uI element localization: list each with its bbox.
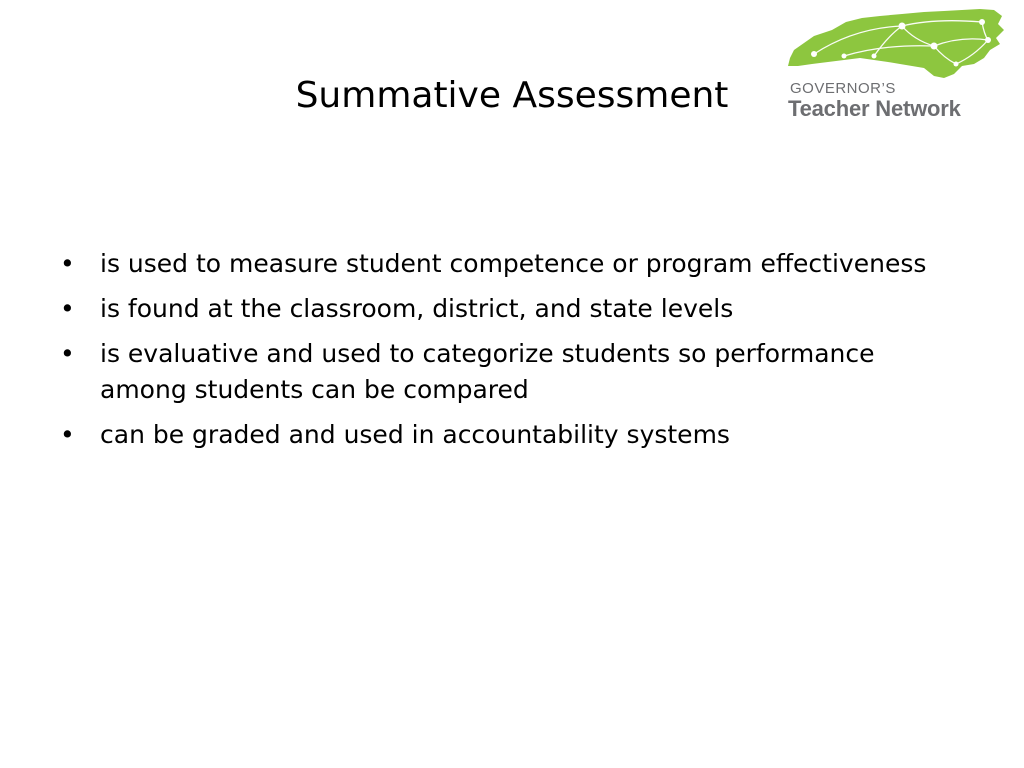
logo-teacher-network-text: Teacher Network [788, 96, 961, 121]
north-carolina-map-icon [784, 6, 1008, 84]
bullet-text: can be graded and used in accountability systems [100, 420, 730, 449]
bullet-icon: • [60, 420, 75, 449]
slide-title: Summative Assessment [295, 75, 729, 116]
bullet-item [60, 246, 960, 282]
bullet-text: is evaluative and used to categorize students so performance among students can be compared [100, 339, 875, 404]
bullet-list [60, 246, 960, 462]
logo-governors-text: GOVERNOR’S [790, 80, 896, 97]
bullet-text: is found at the classroom, district, and state levels [100, 294, 734, 323]
bullet-item [60, 417, 960, 453]
bullet-item [60, 291, 960, 327]
bullet-icon: • [60, 294, 75, 323]
bullet-icon: • [60, 249, 75, 278]
bullet-icon: • [60, 339, 75, 368]
governors-teacher-network-logo [784, 6, 1008, 124]
bullet-text: is used to measure student competence or program effectiveness [100, 249, 927, 278]
bullet-item [60, 336, 960, 408]
